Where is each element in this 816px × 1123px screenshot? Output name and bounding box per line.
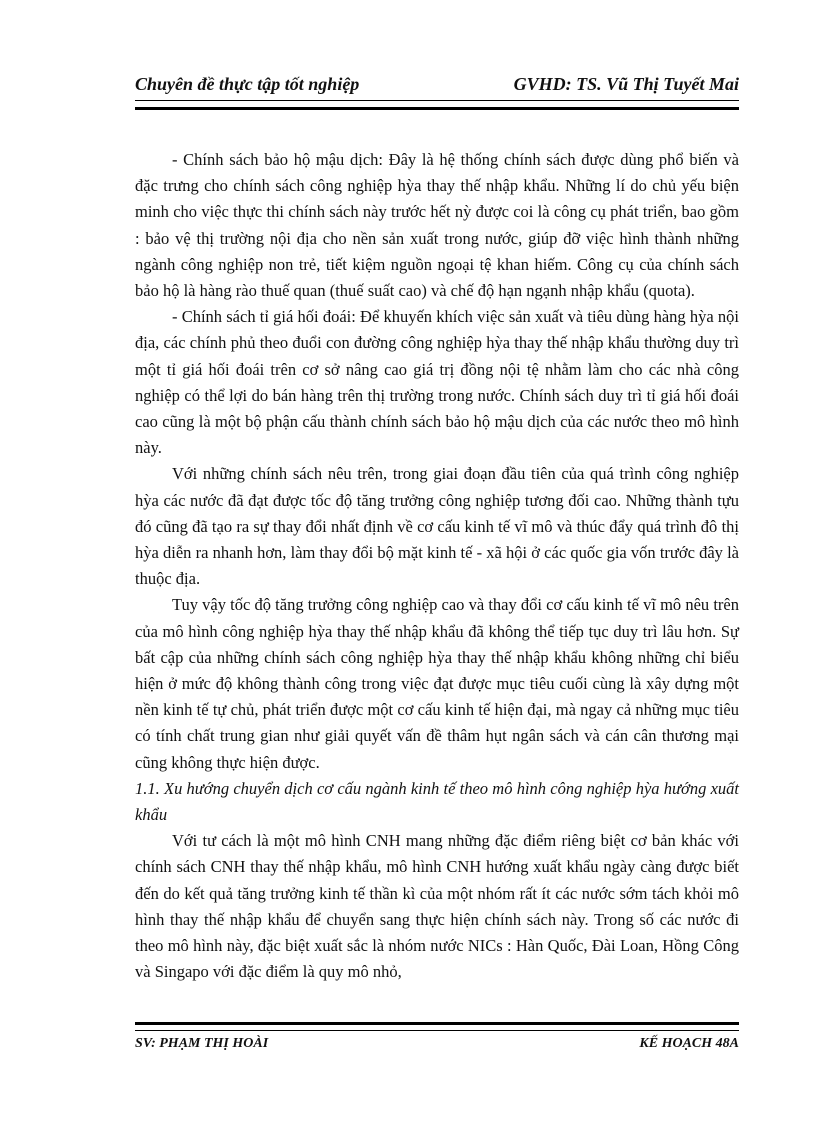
page-body [135,147,739,986]
paragraph-early-results: Với những chính sách nêu trên, trong giai đoạn đầu tiên của quá trình công nghiệp hỳa các nước đã đạt được tốc độ tăng trưởng công nghiệp tương đối cao. Những thành tựu đó cũng đã tạo ra sự thay đổi nhất định về cơ cấu kinh tế vĩ mô và thúc đẩy quá trình đô thị hỳa diễn ra nhanh hơn, làm thay đổi bộ mặt kinh tế - xã hội ở các quốc gia vốn trước đây là thuộc địa. [135,464,739,589]
page-header [135,72,739,98]
paragraph-export-oriented: Với tư cách là một mô hình CNH mang những đặc điểm riêng biệt cơ bản khác với chính sách CNH thay thế nhập khẩu, mô hình CNH hướng xuất khẩu ngày càng được biết đến do kết quả tăng trưởng kinh tế thần kì của một nhóm rất ít các nước sớm tách khỏi mô hình thay thế nhập khẩu để chuyển sang thực hiện chính sách này. Trong số các nước đi theo mô hình này, đặc biệt xuất sắc là nhóm nước NICs : Hàn Quốc, Đài Loan, Hồng Công và Singapo với đặc điểm là quy mô nhỏ, [135,831,739,982]
paragraph-exchange-rate: - Chính sách tỉ giá hối đoái: Để khuyến khích việc sản xuất và tiêu dùng hàng hỳa nội địa, các chính phủ theo đuổi con đường công nghiệp hỳa thay thế nhập khẩu thường duy trì một tỉ giá hối đoái trên cơ sở nâng cao giá trị đồng nội tệ nhằm làm cho các nhà công nghiệp có thể lợi do bán hàng trên thị trường trong nước. Chính sách duy trì tỉ giá hối đoái cao cũng là một bộ phận cấu thành chính sách bảo hộ mậu dịch của các nước theo mô hình này. [135,307,739,458]
header-document-title: Chuyên đề thực tập tốt nghiệp [135,74,360,94]
paragraph-limitations: Tuy vậy tốc độ tăng trưởng công nghiệp cao và thay đổi cơ cấu kinh tế vĩ mô nêu trên của mô hình công nghiệp hỳa thay thế nhập khẩu đã không thể tiếp tục duy trì lâu hơn. Sự bất cập của những chính sách công nghiệp hỳa thay thế nhập khẩu không những chỉ biểu hiện ở mức độ không thành công trong việc đạt được mục tiêu cuối cùng là xây dựng một nền kinh tế tự chủ, phát triển được một cơ cấu kinh tế hiện đại, mà ngay cả những mục tiêu có tính chất trung gian như giải quyết vấn đề thâm hụt ngân sách và cán cân thương mại cũng không thực hiện được. [135,595,739,772]
section-heading: 1.1. Xu hướng chuyển dịch cơ cấu ngành kinh tế theo mô hình công nghiệp hỳa hướng xuất khẩu [135,778,739,825]
header-divider [135,100,739,110]
paragraph-trade-protection: - Chính sách bảo hộ mậu dịch: Đây là hệ thống chính sách được dùng phổ biến và đặc trưng cho chính sách công nghiệp hỳa thay thế nhập khẩu. Những lí do chủ yếu biện minh cho việc thực thi chính sách này trước hết nỳ được coi là công cụ phát triển, bao gồm : bảo vệ thị trường nội địa cho nền sản xuất trong nước, giúp đỡ việc hình thành những ngành công nghiệp non trẻ, tiết kiệm nguồn ngoại tệ khan hiếm. Công cụ của chính sách bảo hộ là hàng rào thuế quan (thuế suất cao) và chế độ hạn ngạnh nhập khẩu (quota). [135,150,739,301]
page-footer [135,1022,739,1062]
header-supervisor: GVHD: TS. Vũ Thị Tuyết Mai [513,74,739,94]
footer-divider [135,1022,739,1031]
footer-class: KẾ HOẠCH 48A [639,1036,739,1051]
footer-student-name: SV: PHẠM THỊ HOÀI [135,1036,269,1051]
